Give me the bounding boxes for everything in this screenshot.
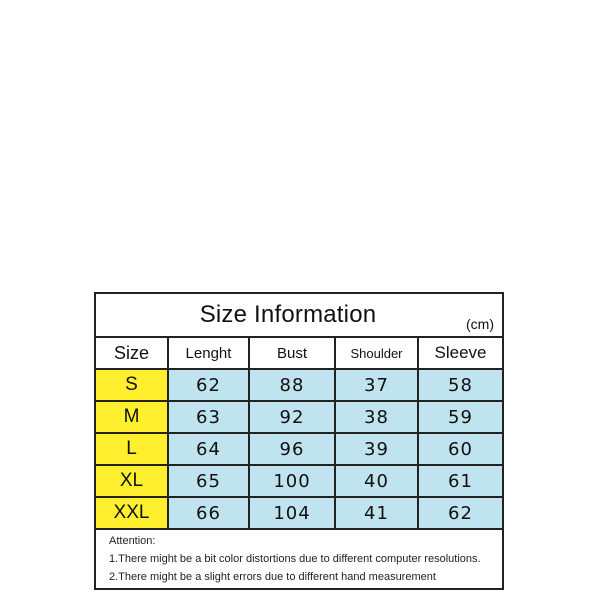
table-row <box>96 433 502 465</box>
column-header-shoulder: Shoulder <box>335 338 418 369</box>
sleeve-cell: 58 <box>418 369 502 401</box>
chart-title: Size Information <box>199 301 377 328</box>
sleeve-cell: 62 <box>418 497 502 529</box>
shoulder-cell: 41 <box>335 497 418 529</box>
shoulder-cell: 38 <box>335 401 418 433</box>
size-chart <box>94 292 504 590</box>
column-header-bust: Bust <box>249 338 335 369</box>
shoulder-cell: 37 <box>335 369 418 401</box>
unit-label: (cm) <box>466 316 494 332</box>
length-cell: 65 <box>168 465 249 497</box>
attention-line: 2.There might be a slight errors due to different hand measurement <box>109 571 436 583</box>
table-row <box>96 497 502 529</box>
column-header-sleeve: Sleeve <box>418 338 502 369</box>
size-cell: XL <box>96 465 168 497</box>
size-table <box>96 338 502 530</box>
bust-cell: 88 <box>249 369 335 401</box>
sleeve-cell: 61 <box>418 465 502 497</box>
length-cell: 66 <box>168 497 249 529</box>
column-header-length: Lenght <box>168 338 249 369</box>
bust-cell: 92 <box>249 401 335 433</box>
bust-cell: 100 <box>249 465 335 497</box>
shoulder-cell: 40 <box>335 465 418 497</box>
attention-line: 1.There might be a bit color distortions due to different computer resolutions. <box>109 553 481 565</box>
attention-notes <box>96 530 502 586</box>
length-cell: 62 <box>168 369 249 401</box>
size-cell: M <box>96 401 168 433</box>
sleeve-cell: 60 <box>418 433 502 465</box>
length-cell: 63 <box>168 401 249 433</box>
table-row <box>96 369 502 401</box>
length-cell: 64 <box>168 433 249 465</box>
header-row <box>96 338 502 369</box>
title-row <box>96 294 502 338</box>
table-row <box>96 401 502 433</box>
bust-cell: 96 <box>249 433 335 465</box>
table-row <box>96 465 502 497</box>
shoulder-cell: 39 <box>335 433 418 465</box>
attention-title: Attention: <box>109 535 156 547</box>
size-cell: XXL <box>96 497 168 529</box>
column-header-size: Size <box>96 338 168 369</box>
bust-cell: 104 <box>249 497 335 529</box>
sleeve-cell: 59 <box>418 401 502 433</box>
size-cell: L <box>96 433 168 465</box>
size-cell: S <box>96 369 168 401</box>
